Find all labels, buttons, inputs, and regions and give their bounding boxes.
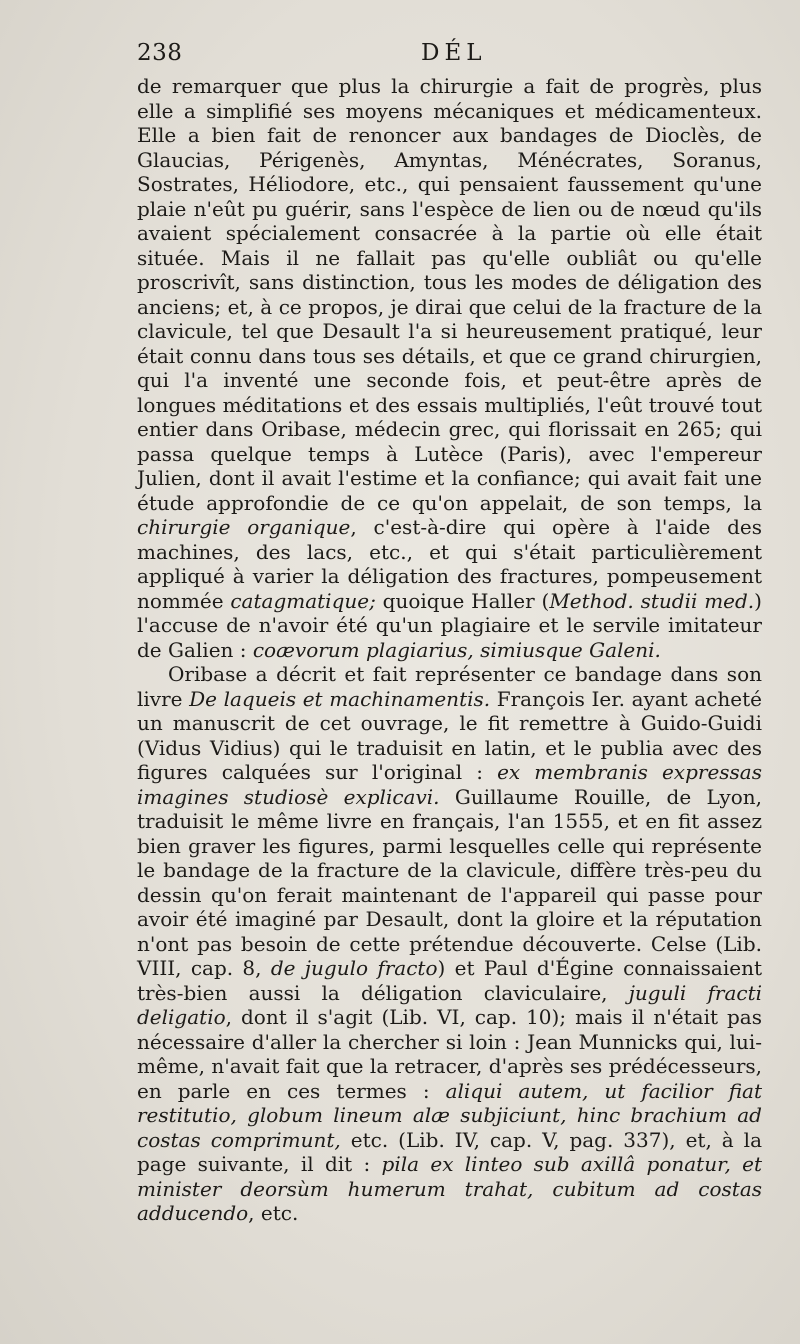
italic-segment: juguli fracti deligatio	[137, 980, 762, 1029]
page-number: 238	[137, 40, 183, 66]
italic-segment: catagmatique;	[230, 588, 376, 613]
italic-segment: ex membranis expressas imagines studiosè explicavi.	[137, 760, 762, 809]
text-segment: ) l'accuse de n'avoir été qu'un plagiaire et le servile imitateur de Galien :	[137, 588, 762, 662]
text-segment: François Ier. ayant acheté un manuscrit de cet ouvrage, le fit remettre à Guido-Guidi (Vidus Vidius) qui le traduisit en latin, et le publia avec des figures calquées sur l'original :	[137, 686, 762, 784]
italic-segment: de jugulo fracto	[270, 956, 438, 980]
text-segment: , dont il s'agit (Lib. VI, cap. 10); mais il n'était pas nécessaire d'aller la chercher si loin : Jean Munnicks qui, lui-même, n'avait fait que la retracer, d'après ses prédécesseurs, en parle en ces termes :	[137, 1005, 762, 1103]
italic-segment: Method. studii med.	[549, 588, 755, 613]
italic-segment: chirurgie organique	[137, 515, 351, 539]
text-segment: Guillaume Rouille, de Lyon, traduisit le même livre en français, l'an 1555, et en fit assez bien graver les figures, parmi lesquelles celle qui représente le bandage de la fracture de la clavicule, diffère très-peu du dessin qu'on ferait maintenant de l'appareil qui passe pour avoir été imaginé par Desault, dont la gloire et la réputation n'ont pas besoin de cette prétendue découverte. Celse (Lib. VIII, cap. 8,	[137, 784, 762, 980]
italic-segment: De laqueis et machinamentis.	[189, 686, 491, 711]
text-segment: quoique Haller (	[375, 588, 550, 613]
text-segment: etc. (Lib. IV, cap. V, pag. 337), et, à la page suivante, il dit :	[137, 1127, 762, 1176]
italic-segment: aliqui autem, ut facilior fiat restitutio, globum lineum alæ subjiciunt, hinc brachium ad costas comprimunt,	[137, 1078, 762, 1152]
text-segment: Oribase a décrit et fait représenter ce bandage dans son livre	[137, 662, 762, 711]
text-segment: , c'est-à-dire qui opère à l'aide des machines, des lacs, etc., et qui s'était particulièrement appliqué à varier la déligation des fractures, pompeusement nommée	[137, 515, 762, 613]
italic-segment: coævorum plagiarius, simiusque Galeni.	[252, 637, 661, 662]
italic-segment: pila ex linteo sub axillâ ponatur, et minister deorsùm humerum trahat, cubitum ad costas adducendo	[137, 1152, 762, 1225]
paragraph-1	[137, 74, 762, 662]
paragraph-2	[137, 662, 762, 1226]
running-head: DÉL	[421, 40, 487, 66]
text-segment: ) et Paul d'Égine connaissaient très-bien aussi la déligation claviculaire,	[137, 956, 762, 1005]
page-header	[137, 40, 762, 74]
body-text	[137, 74, 762, 1226]
text-segment: de remarquer que plus la chirurgie a fait de progrès, plus elle a simplifié ses moyens mécaniques et médicamenteux. Elle a bien fait de renoncer aux bandages de Dioclès, de Glaucias, Périgenès, Amyntas, Ménécrates, Soranus, Sostrates, Héliodore, etc., qui pensaient faussement qu'une plaie n'eût pu guérir, sans l'espèce de lien ou de nœud qu'ils avaient spécialement consacrée à la partie où elle était située. Mais il ne fallait pas qu'elle oubliât ou qu'elle proscrivît, sans distinction, tous les modes de déligation des anciens; et, à ce propos, je dirai que celui de la fracture de la clavicule, tel que Desault l'a si heureusement pratiqué, leur était connu dans tous ses détails, et que ce grand chirurgien, qui l'a inventé une seconde fois, et peut-être après de longues méditations et des essais multipliés, l'eût trouvé tout entier dans Oribase, médecin grec, qui florissait en 265; qui passa quelque temps à Lutèce (Paris), avec l'empereur Julien, dont il avait l'estime et la confiance; qui avait fait une étude approfondie de ce qu'on appelait, de son temps, la	[137, 74, 762, 515]
text-segment: , etc.	[248, 1201, 299, 1225]
